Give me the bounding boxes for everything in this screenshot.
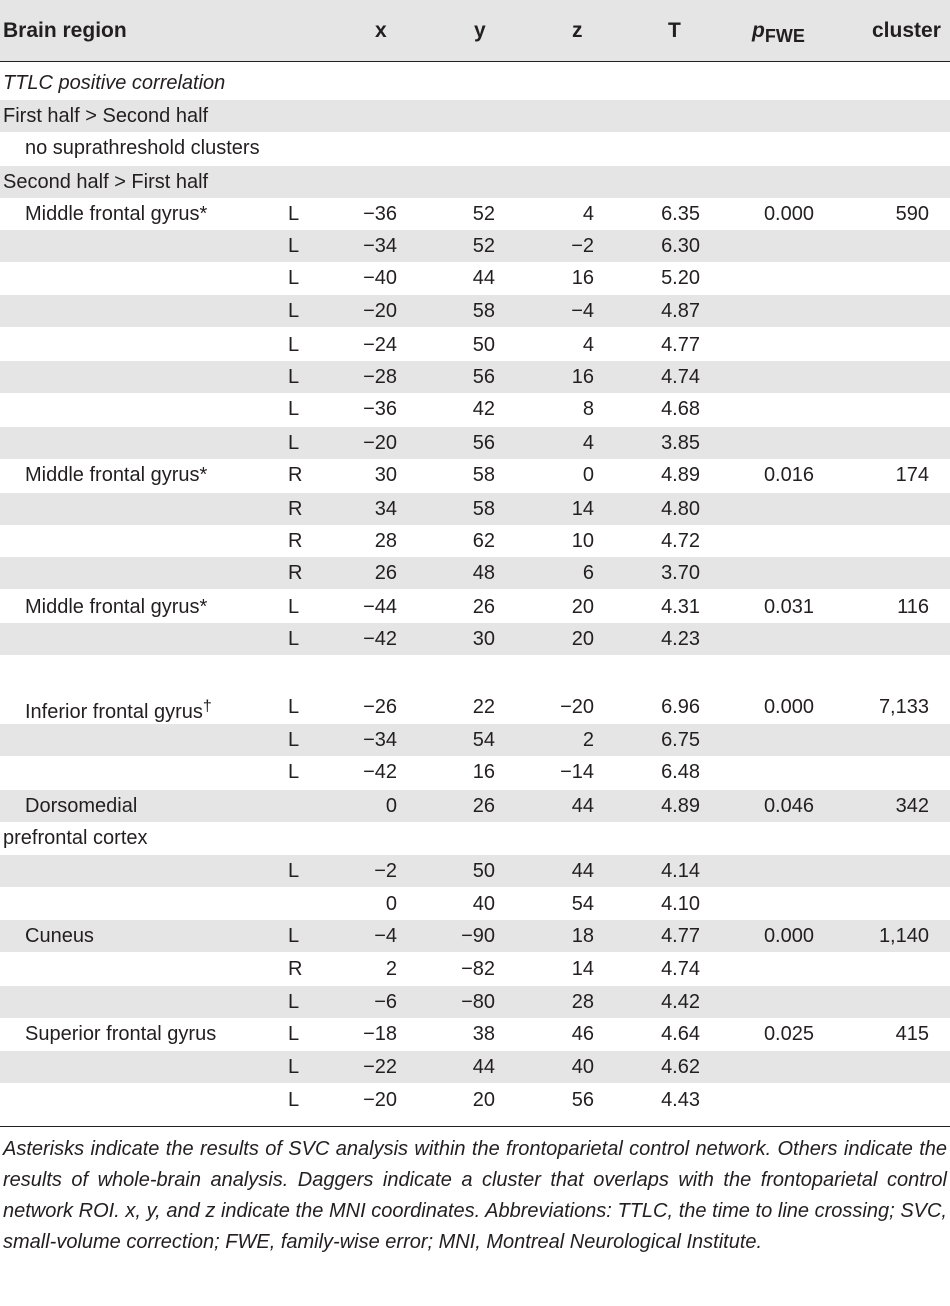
t-cell: 6.30 (661, 235, 700, 257)
x-cell: −26 (363, 696, 397, 718)
p-fwe-cell: 0.000 (763, 203, 814, 225)
z-cell: 44 (571, 860, 594, 882)
table-row (0, 230, 950, 262)
x-cell: −6 (374, 991, 397, 1013)
z-cell: 28 (571, 991, 594, 1013)
table-row (0, 822, 950, 854)
t-cell: 4.31 (661, 596, 700, 618)
y-cell: 38 (472, 1023, 495, 1045)
z-cell: 40 (571, 1056, 594, 1078)
x-cell: −28 (363, 366, 397, 388)
z-cell: 16 (571, 267, 594, 289)
t-cell: 4.77 (661, 334, 700, 356)
region-label: Dorsomedial (25, 795, 138, 817)
region-label: Middle frontal gyrus* (25, 203, 208, 225)
region-cell (25, 920, 94, 952)
table-row (0, 132, 950, 164)
side-cell: R (288, 958, 303, 980)
z-cell: −4 (571, 300, 594, 322)
t-cell: 3.70 (661, 562, 700, 584)
side-cell: L (288, 860, 300, 882)
table-row (0, 198, 950, 230)
table-row (0, 1051, 950, 1083)
table-row (0, 591, 950, 623)
region-label: Middle frontal gyrus* (25, 596, 208, 618)
cluster-cell: 7,133 (878, 696, 929, 718)
header-p-fwe (752, 17, 805, 50)
y-cell: 58 (472, 300, 495, 322)
z-cell: 4 (582, 432, 594, 454)
side-cell: L (288, 696, 300, 718)
region-cell (3, 67, 225, 99)
p-fwe-cell: 0.000 (763, 925, 814, 947)
y-cell: −82 (461, 958, 495, 980)
cluster-cell: 1,140 (878, 925, 929, 947)
x-cell: −2 (374, 860, 397, 882)
side-cell: L (288, 235, 300, 257)
table-row (0, 986, 950, 1018)
bottom-rule (0, 1126, 950, 1127)
t-cell: 4.74 (661, 958, 700, 980)
t-cell: 4.64 (661, 1023, 700, 1045)
t-cell: 4.74 (661, 366, 700, 388)
t-cell: 4.10 (661, 893, 700, 915)
y-cell: 52 (472, 203, 495, 225)
t-cell: 3.85 (661, 432, 700, 454)
t-cell: 4.23 (661, 628, 700, 650)
y-cell: 16 (472, 761, 495, 783)
header-y: y (474, 19, 486, 42)
table-footnote: Asterisks indicate the results of SVC analysis within the frontoparietal control network. Others indicate the results of whole-brain analysis. Daggers indicate a cluster that overlaps with the frontoparietal control network ROI. x, y, and z indicate the MNI coordinates. Abbreviations: TTLC, the time to line crossing; SVC, small-volume correction; FWE, family-wise error; MNI, Montreal Neurological Institute. (3, 1138, 947, 1253)
y-cell: −90 (461, 925, 495, 947)
z-cell: 10 (571, 530, 594, 552)
x-cell: 0 (385, 893, 397, 915)
z-cell: −20 (560, 696, 594, 718)
region-cell (25, 591, 207, 623)
y-cell: 58 (472, 498, 495, 520)
region-label: First half > Second half (3, 105, 209, 127)
side-cell: L (288, 1056, 300, 1078)
table-row (0, 953, 950, 985)
y-cell: 58 (472, 464, 495, 486)
t-cell: 4.87 (661, 300, 700, 322)
region-label: Second half > First half (3, 171, 209, 193)
header-p-sub: FWE (764, 26, 805, 46)
z-cell: 14 (571, 498, 594, 520)
t-cell: 4.43 (661, 1089, 700, 1111)
t-cell: 6.35 (661, 203, 700, 225)
t-cell: 4.80 (661, 498, 700, 520)
z-cell: 54 (571, 893, 594, 915)
y-cell: 62 (472, 530, 495, 552)
table-row (0, 855, 950, 887)
region-label: prefrontal cortex (3, 827, 148, 849)
x-cell: 28 (374, 530, 397, 552)
side-cell: L (288, 596, 300, 618)
y-cell: 20 (472, 1089, 495, 1111)
table-row (0, 459, 950, 491)
t-cell: 6.96 (661, 696, 700, 718)
table-row (0, 790, 950, 822)
table-row (0, 920, 950, 952)
table-row (0, 262, 950, 294)
table-row (0, 329, 950, 361)
y-cell: 56 (472, 366, 495, 388)
header-cluster: cluster (872, 19, 941, 42)
table-row (0, 427, 950, 459)
side-cell: L (288, 334, 300, 356)
x-cell: −42 (363, 628, 397, 650)
t-cell: 4.14 (661, 860, 700, 882)
header-t: T (668, 19, 681, 42)
z-cell: 0 (582, 464, 594, 486)
side-cell: L (288, 1089, 300, 1111)
x-cell: −44 (363, 596, 397, 618)
table-row (0, 67, 950, 99)
cluster-cell: 116 (897, 596, 929, 618)
y-cell: 50 (472, 334, 495, 356)
t-cell: 4.77 (661, 925, 700, 947)
x-cell: 26 (374, 562, 397, 584)
t-cell: 4.42 (661, 991, 700, 1013)
region-label: no suprathreshold clusters (25, 137, 260, 159)
side-cell: L (288, 398, 300, 420)
side-cell: L (288, 925, 300, 947)
side-cell: L (288, 761, 300, 783)
x-cell: −20 (363, 300, 397, 322)
header-brain-region: Brain region (3, 19, 127, 42)
y-cell: 42 (472, 398, 495, 420)
side-cell: R (288, 464, 303, 486)
x-cell: 34 (374, 498, 397, 520)
t-cell: 6.75 (661, 729, 700, 751)
table-row (0, 525, 950, 557)
header-p-main: p (752, 19, 765, 42)
x-cell: 0 (385, 795, 397, 817)
header-z: z (572, 19, 583, 42)
region-cell (25, 198, 207, 230)
t-cell: 4.68 (661, 398, 700, 420)
z-cell: 20 (571, 596, 594, 618)
z-cell: 8 (582, 398, 594, 420)
y-cell: 30 (472, 628, 495, 650)
region-cell (25, 790, 137, 822)
t-cell: 4.89 (661, 464, 700, 486)
x-cell: −34 (363, 729, 397, 751)
table-row (0, 557, 950, 589)
dagger-mark: † (202, 698, 212, 715)
cluster-cell: 174 (895, 464, 929, 486)
table-row (0, 361, 950, 393)
z-cell: 44 (571, 795, 594, 817)
table-row (0, 1084, 950, 1116)
side-cell: L (288, 628, 300, 650)
side-cell: L (288, 203, 300, 225)
y-cell: 52 (472, 235, 495, 257)
table-row (0, 166, 950, 198)
x-cell: −40 (363, 267, 397, 289)
side-cell: L (288, 729, 300, 751)
x-cell: −24 (363, 334, 397, 356)
table-row (0, 393, 950, 425)
y-cell: 44 (472, 267, 495, 289)
z-cell: 46 (571, 1023, 594, 1045)
z-cell: 56 (571, 1089, 594, 1111)
t-cell: 4.72 (661, 530, 700, 552)
side-cell: R (288, 562, 303, 584)
y-cell: 48 (472, 562, 495, 584)
z-cell: −14 (560, 761, 594, 783)
z-cell: 6 (582, 562, 594, 584)
y-cell: 56 (472, 432, 495, 454)
x-cell: −42 (363, 761, 397, 783)
table-row (0, 295, 950, 327)
p-fwe-cell: 0.016 (763, 464, 814, 486)
z-cell: 18 (571, 925, 594, 947)
table-row (0, 724, 950, 756)
p-fwe-cell: 0.031 (763, 596, 814, 618)
table-row (0, 1018, 950, 1050)
t-cell: 4.62 (661, 1056, 700, 1078)
t-cell: 5.20 (661, 267, 700, 289)
z-cell: 16 (571, 366, 594, 388)
z-cell: 4 (582, 203, 594, 225)
z-cell: 20 (571, 628, 594, 650)
region-label: TTLC positive correlation (3, 72, 226, 94)
region-label: Superior frontal gyrus (25, 1023, 217, 1045)
y-cell: 44 (472, 1056, 495, 1078)
region-label: Inferior frontal gyrus (25, 701, 203, 723)
x-cell: −34 (363, 235, 397, 257)
y-cell: 26 (472, 795, 495, 817)
side-cell: L (288, 300, 300, 322)
header-rule (0, 61, 950, 62)
x-cell: −4 (374, 925, 397, 947)
p-fwe-cell: 0.025 (763, 1023, 814, 1045)
side-cell: L (288, 366, 300, 388)
side-cell: R (288, 498, 303, 520)
z-cell: −2 (571, 235, 594, 257)
z-cell: 2 (582, 729, 594, 751)
z-cell: 4 (582, 334, 594, 356)
x-cell: −22 (363, 1056, 397, 1078)
table-row (0, 756, 950, 788)
cluster-cell: 342 (895, 795, 929, 817)
x-cell: −20 (363, 1089, 397, 1111)
region-cell (25, 691, 212, 728)
cluster-cell: 415 (895, 1023, 929, 1045)
table-row (0, 493, 950, 525)
x-cell: −18 (363, 1023, 397, 1045)
region-cell (3, 100, 208, 132)
region-label: Middle frontal gyrus* (25, 464, 208, 486)
x-cell: −36 (363, 398, 397, 420)
side-cell: L (288, 1023, 300, 1045)
region-cell (3, 166, 208, 198)
y-cell: 26 (472, 596, 495, 618)
cluster-cell: 590 (895, 203, 929, 225)
side-cell: L (288, 432, 300, 454)
table-row (0, 100, 950, 132)
side-cell: R (288, 530, 303, 552)
side-cell: L (288, 991, 300, 1013)
region-label: Cuneus (25, 925, 94, 947)
t-cell: 4.89 (661, 795, 700, 817)
x-cell: 2 (385, 958, 397, 980)
t-cell: 6.48 (661, 761, 700, 783)
y-cell: 40 (472, 893, 495, 915)
region-cell (25, 1018, 216, 1050)
table-row (0, 623, 950, 655)
side-cell: L (288, 267, 300, 289)
table-row (0, 888, 950, 920)
p-fwe-cell: 0.046 (763, 795, 814, 817)
x-cell: −36 (363, 203, 397, 225)
p-fwe-cell: 0.000 (763, 696, 814, 718)
region-cell (25, 132, 260, 164)
table-row (0, 691, 950, 723)
y-cell: 54 (472, 729, 495, 751)
z-cell: 14 (571, 958, 594, 980)
y-cell: 50 (472, 860, 495, 882)
region-cell (3, 822, 148, 854)
header-x: x (375, 19, 387, 42)
region-cell (25, 459, 207, 491)
y-cell: 22 (472, 696, 495, 718)
y-cell: −80 (461, 991, 495, 1013)
x-cell: 30 (374, 464, 397, 486)
x-cell: −20 (363, 432, 397, 454)
